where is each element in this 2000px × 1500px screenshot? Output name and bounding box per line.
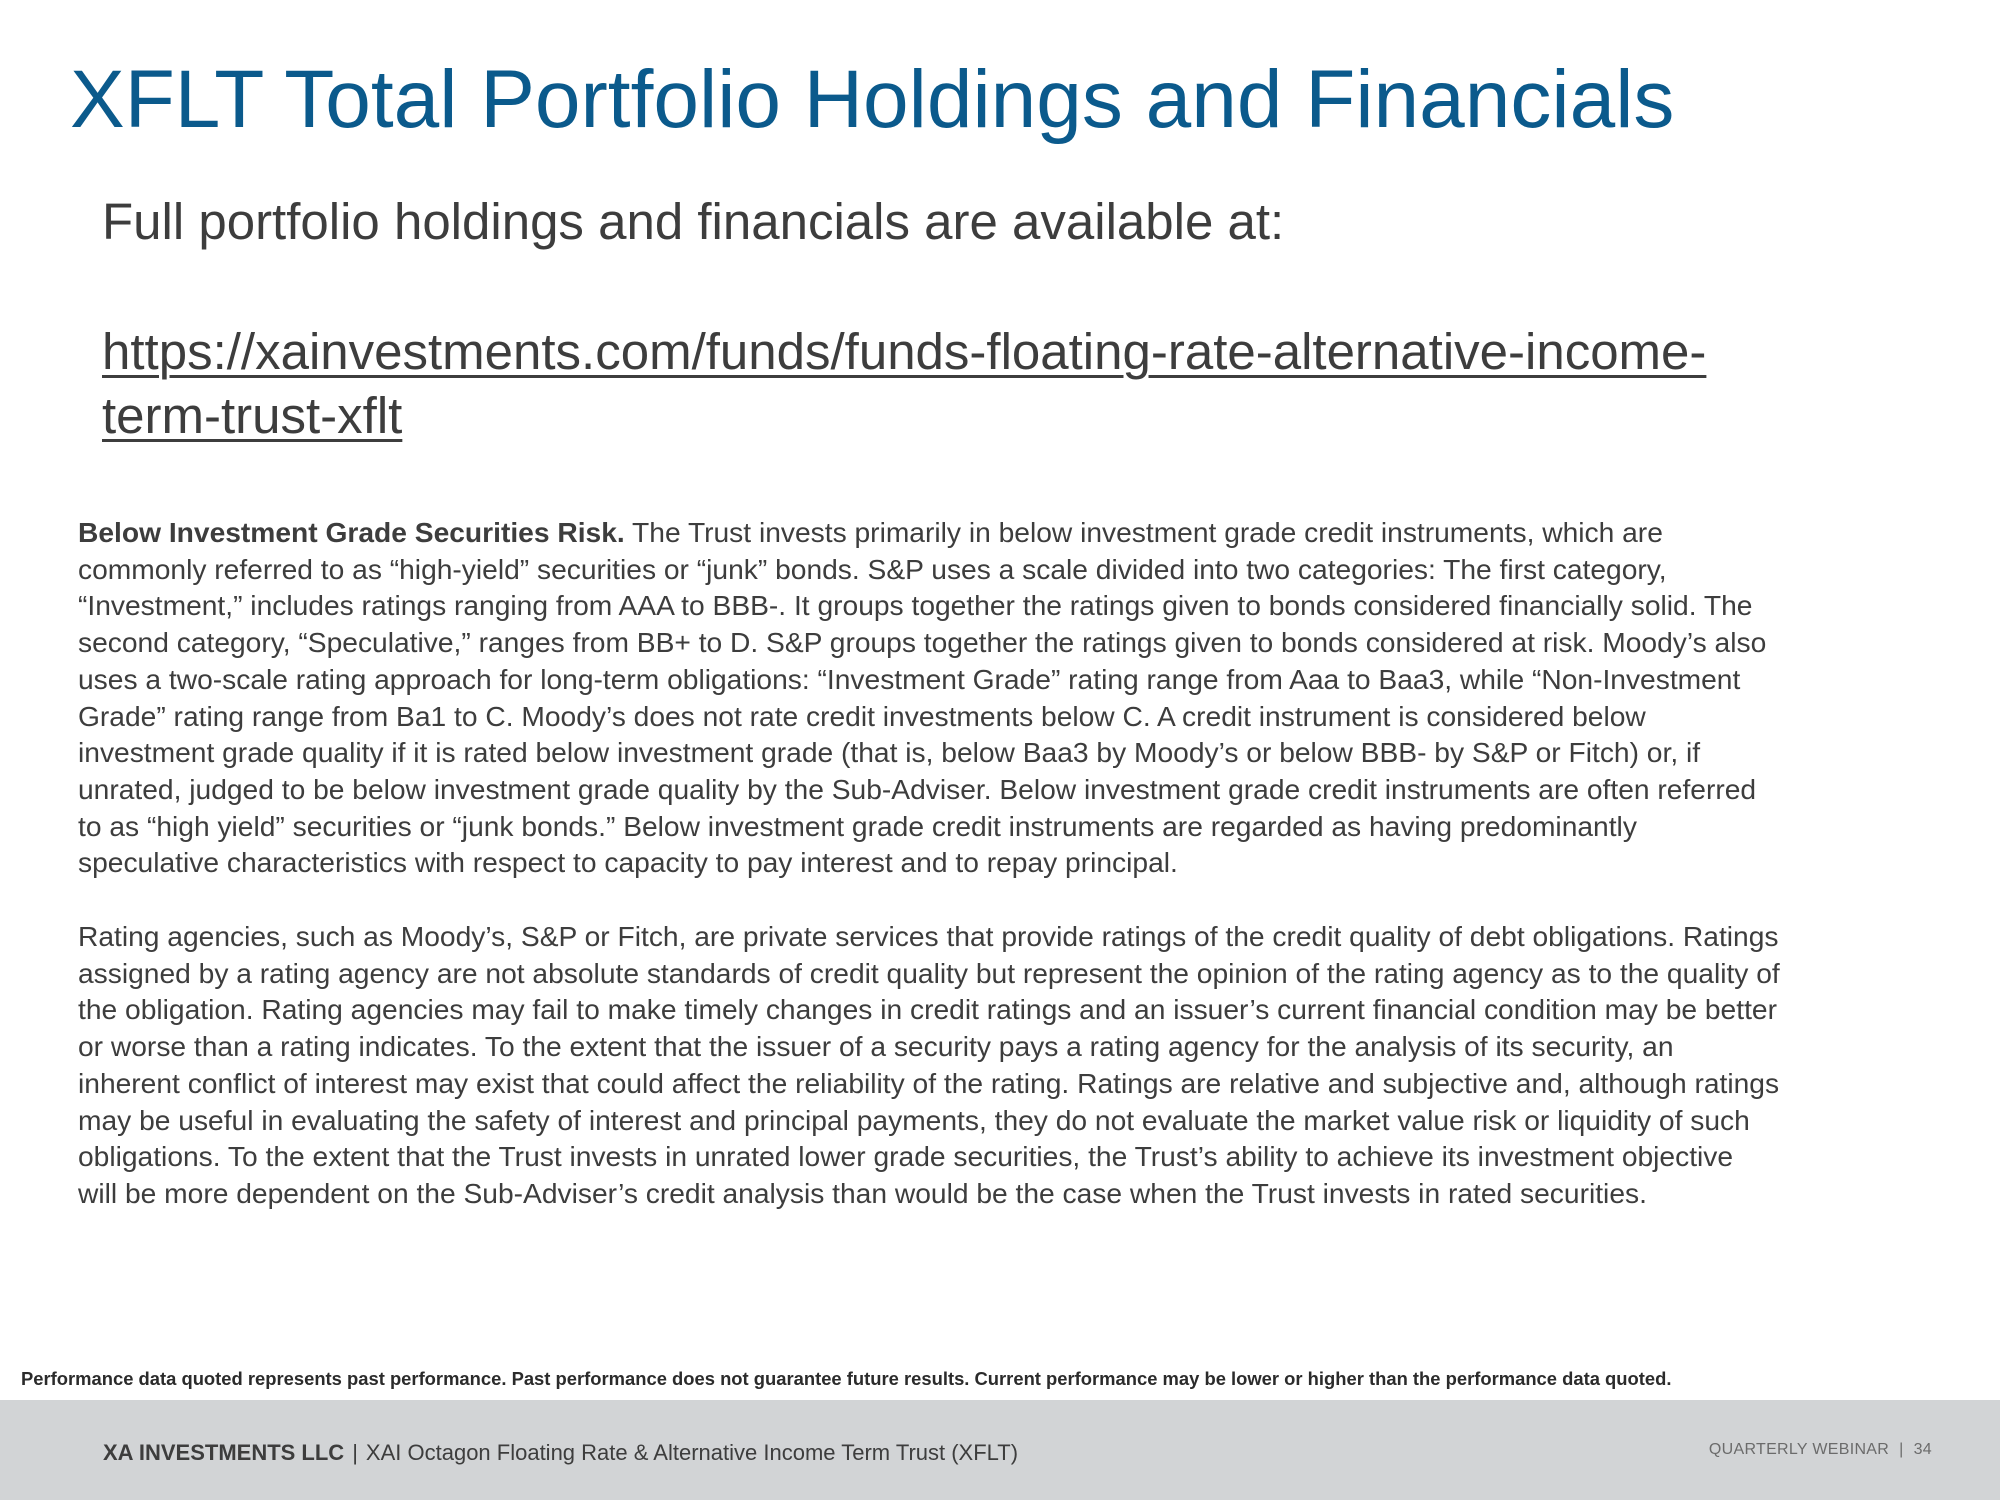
performance-disclaimer: Performance data quoted represents past performance. Past performance does not guarantee future results. Current performance may be lower or higher than the performance data quoted. <box>21 1368 1672 1389</box>
risk-line <box>78 514 1958 551</box>
rating-agencies-paragraph <box>78 918 1958 1212</box>
risk-line-text: The Trust invests primarily in below investment grade credit instruments, which are <box>624 516 1663 548</box>
page-title: XFLT Total Portfolio Holdings and Financials <box>70 54 1675 145</box>
footer-fund-name: XAI Octagon Floating Rate & Alternative Income Term Trust (XFLT) <box>365 1440 1019 1465</box>
footer-separator: | <box>1899 1441 1904 1458</box>
risk-line: to as “high yield” securities or “junk bonds.” Below investment grade credit instruments are regarded as having predominantly <box>78 809 1637 842</box>
risk-line: commonly referred to as “high-yield” securities or “junk” bonds. S&P uses a scale divided into two categories: The first category, <box>78 552 1667 585</box>
intro-text: Full portfolio holdings and financials are available at: <box>102 193 1285 250</box>
holdings-link[interactable] <box>102 320 1902 448</box>
rating-line: assigned by a rating agency are not absolute standards of credit quality but represent the opinion of the rating agency as to the quality of <box>78 956 1780 989</box>
below-investment-grade-risk-paragraph <box>78 514 1958 881</box>
footer-bar <box>0 1400 2000 1500</box>
footer-left <box>103 1440 1018 1466</box>
risk-line: Grade” rating range from Ba1 to C. Moody’s does not rate credit investments below C. A credit instrument is considered below <box>78 699 1646 732</box>
footer-separator: | <box>352 1440 358 1465</box>
holdings-link-line-1[interactable]: https://xainvestments.com/funds/funds-floating-rate-alternative-income- <box>102 323 1707 380</box>
risk-line: second category, “Speculative,” ranges from BB+ to D. S&P groups together the ratings given to bonds considered at risk. Moody’s also <box>78 626 1767 659</box>
rating-line: the obligation. Rating agencies may fail to make timely changes in credit ratings and an issuer’s current financial condition may be better <box>78 993 1777 1026</box>
holdings-link-line-2[interactable]: term-trust-xflt <box>102 387 403 444</box>
risk-line: “Investment,” includes ratings ranging from AAA to BBB-. It groups together the ratings given to bonds considered financially solid. The <box>78 589 1753 622</box>
page-number: 34 <box>1913 1441 1932 1458</box>
risk-line: investment grade quality if it is rated below investment grade (that is, below Baa3 by Moody’s or below BBB- by S&P or Fitch) or, if <box>78 736 1701 769</box>
rating-line: will be more dependent on the Sub-Adviser’s credit analysis than would be the case when the Trust invests in rated securities. <box>78 1176 1647 1209</box>
risk-line: uses a two-scale rating approach for long-term obligations: “Investment Grade” rating range from Aaa to Baa3, while “Non-Investment <box>78 662 1741 695</box>
footer-right <box>1709 1441 1932 1459</box>
rating-line: or worse than a rating indicates. To the extent that the issuer of a security pays a rating agency for the analysis of its security, an <box>78 1030 1674 1063</box>
rating-line: inherent conflict of interest may exist that could affect the reliability of the rating. Ratings are relative and subjective and, although ratings <box>78 1066 1780 1099</box>
footer-section: QUARTERLY WEBINAR <box>1708 1441 1890 1458</box>
rating-line: may be useful in evaluating the safety of interest and principal payments, they do not evaluate the market value risk or liquidity of such <box>78 1103 1750 1136</box>
rating-line: Rating agencies, such as Moody’s, S&P or Fitch, are private services that provide ratings of the credit quality of debt obligations. Ratings <box>78 920 1779 952</box>
rating-line: obligations. To the extent that the Trust invests in unrated lower grade securities, the Trust’s ability to achieve its investment objective <box>78 1140 1734 1173</box>
risk-line: unrated, judged to be below investment grade quality by the Sub-Adviser. Below investment grade credit instruments are often referred <box>78 772 1757 805</box>
risk-line: speculative characteristics with respect to capacity to pay interest and to repay principal. <box>78 846 1178 879</box>
risk-heading: Below Investment Grade Securities Risk. <box>78 516 625 548</box>
footer-company: XA INVESTMENTS LLC <box>103 1440 345 1465</box>
